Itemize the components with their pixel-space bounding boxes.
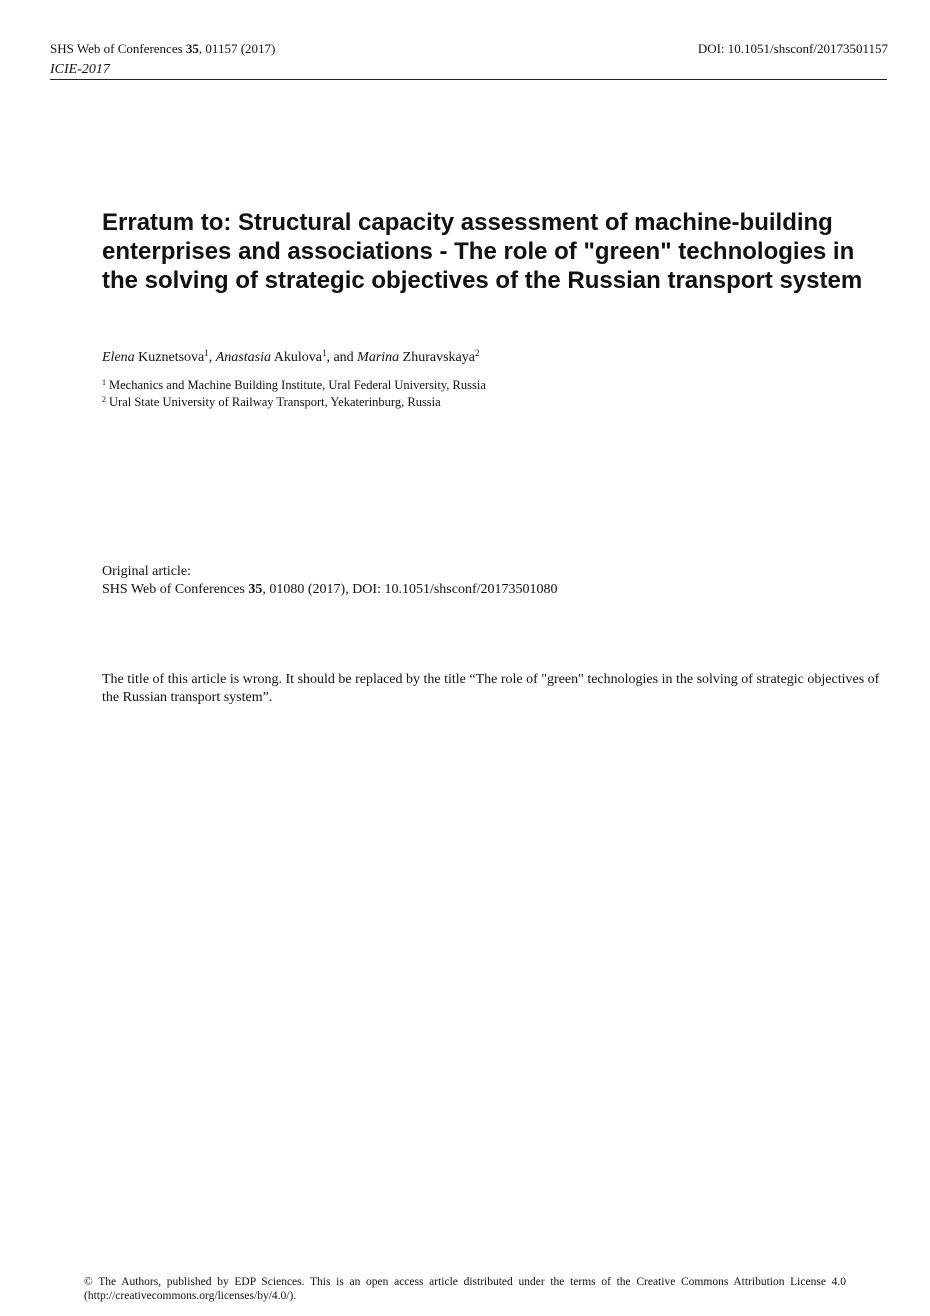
author-separator: , (208, 350, 216, 365)
author-first-name: Marina (357, 350, 400, 365)
affiliation-text: Mechanics and Machine Building Institute, Ural Federal University, Russia (109, 378, 486, 392)
author-last-name: Akulova (270, 350, 322, 365)
author (216, 350, 357, 365)
author-list (102, 350, 479, 366)
header-divider (50, 79, 887, 80)
author-affiliation-marker: 1 (204, 348, 209, 358)
affiliation-number: 1 (102, 378, 106, 387)
original-article-label: Original article: (102, 564, 192, 579)
running-header-citation (50, 41, 275, 57)
erratum-text: The title of this article is wrong. It should be replaced by the title “The role of "green" technologies in the solving of strategic objectives of the Russian transport system”. (102, 672, 880, 705)
conference-name: ICIE-2017 (50, 62, 110, 77)
author-affiliation-marker: 2 (474, 348, 480, 358)
author-first-name: Elena (102, 350, 135, 365)
volume-number: 35 (185, 41, 199, 56)
author-last-name: Zhuravskaya (399, 350, 475, 365)
original-article-block (102, 563, 558, 599)
author-first-name: Anastasia (215, 350, 271, 365)
author (102, 350, 216, 365)
affiliation-item (102, 377, 486, 394)
article-number: , 01157 (2017) (198, 41, 276, 56)
affiliation-list (102, 377, 486, 411)
original-article-citation (102, 581, 558, 599)
license-footer: © The Authors, published by EDP Sciences. This is an open access article distributed under the terms of the Creative Commons Attribution License 4.0 (http://creativecommons.org/licenses/by/4.0/). (84, 1276, 846, 1302)
affiliation-item (102, 394, 486, 411)
original-volume: 35 (248, 582, 263, 597)
affiliation-text: Ural State University of Railway Transport, Yekaterinburg, Russia (109, 395, 441, 409)
author-last-name: Kuznetsova (134, 350, 205, 365)
author-separator: , and (326, 350, 358, 365)
journal-name: SHS Web of Conferences (50, 41, 183, 56)
author-affiliation-marker: 1 (321, 348, 327, 358)
running-header-doi: DOI: 10.1051/shsconf/20173501157 (697, 41, 888, 56)
author (357, 350, 479, 365)
affiliation-number: 2 (102, 395, 106, 404)
original-citation-rest: , 01080 (2017), DOI: 10.1051/shsconf/20173501080 (262, 582, 558, 597)
original-journal-name: SHS Web of Conferences (102, 582, 245, 597)
article-title: Erratum to: Structural capacity assessment of machine-building enterprises and associations - The role of "green" technologies in the solving of strategic objectives of the Russian transport system (102, 209, 863, 294)
